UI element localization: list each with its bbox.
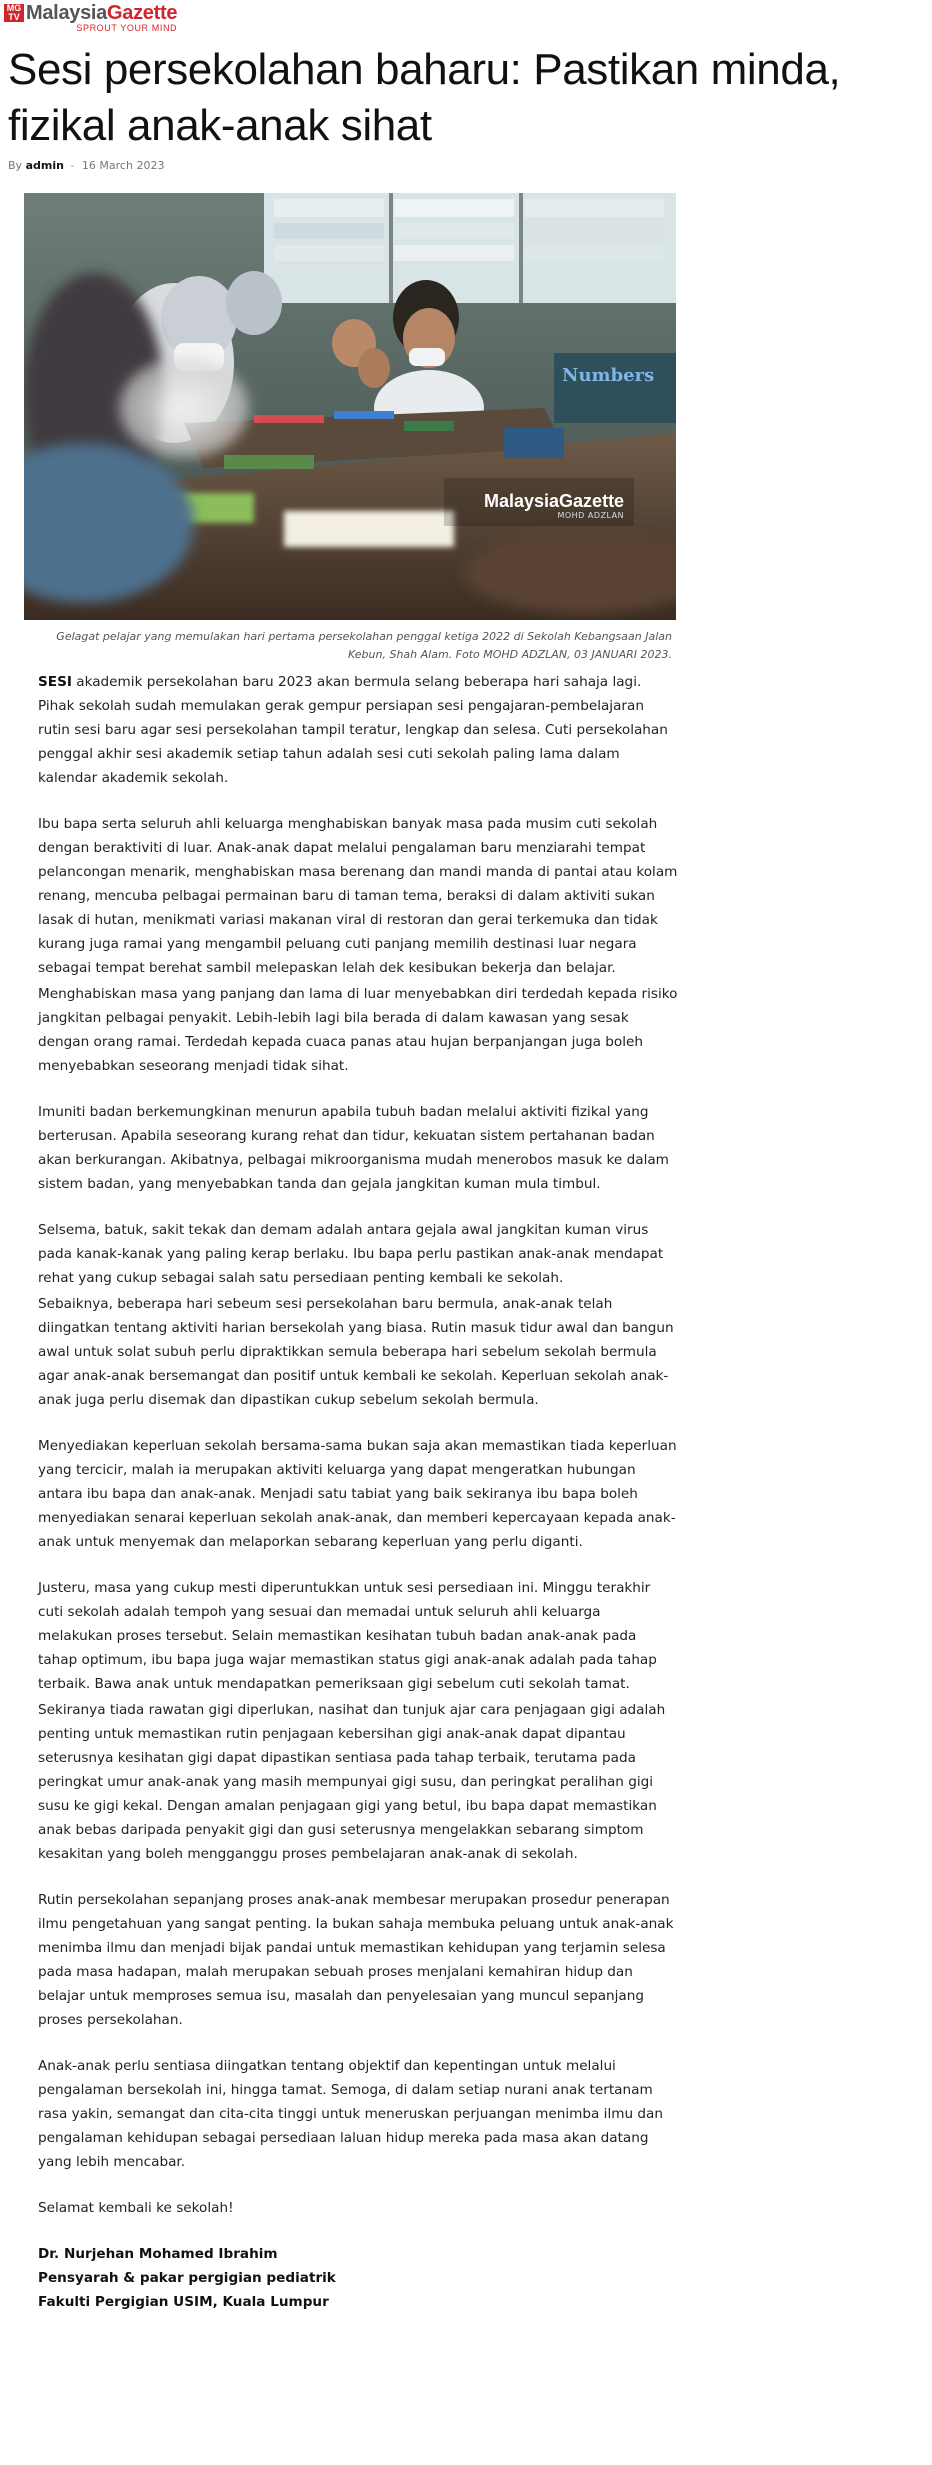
author-institution: Fakulti Pergigian USIM, Kuala Lumpur — [38, 2294, 329, 2310]
by-label: By — [8, 159, 23, 172]
image-caption: Gelagat pelajar yang memulakan hari pertama persekolahan penggal ketiga 2022 di Sekolah Kebangsaan Jalan Kebun, Shah Alam. Foto MOHD ADZLAN, 03 JANUARI 2023. — [56, 630, 672, 661]
paragraph-3: Menghabiskan masa yang panjang dan lama di luar menyebabkan diri terdedah kepada risiko jangkitan pelbagai penyakit. Lebih-lebih lagi bila berada di dalam kawasan yang sesak dengan orang ramai. Terdedah kepada cuaca panas atau hujan berpanjangan juga boleh menyebabkan seseorang menjadi tidak sihat. — [38, 986, 678, 1074]
paragraph-5: Selsema, batuk, sakit tekak dan demam adalah antara gejala awal jangkitan kuman virus pada kanak-kanak yang paling kerap berlaku. Ibu bapa perlu pastikan anak-anak mendapat rehat yang cukup sebagai salah satu persediaan penting kembali ke sekolah. — [38, 1222, 664, 1286]
paragraph-8: Justeru, masa yang cukup mesti diperuntukkan untuk sesi persediaan ini. Minggu terakhir cuti sekolah adalah tempoh yang sesuai dan memadai untuk seluruh ahli keluarga melakukan proses tersebut. Selain memastikan kesihatan tubuh badan anak-anak pada tahap optimum, ibu bapa juga wajar memastikan status gigi anak-anak adalah pada tahap terbaik. Bawa anak untuk mendapatkan pemeriksaan gigi sebelum cuti sekolah tamat. — [38, 1580, 657, 1692]
paragraph-10: Rutin persekolahan sepanjang proses anak-anak membesar merupakan prosedur penerapan ilmu pengetahuan yang sangat penting. Ia bukan sahaja membuka peluang untuk anak-anak menimba ilmu dan menjadi bijak pandai untuk memastikan kehidupan yang terjamin selesa pada masa hadapan, malah merupakan sebuah proses menjalani kemahiran hidup dan belajar untuk memproses semua isu, masalah dan penyelesaian yang muncul sepanjang proses persekolahan. — [38, 1892, 674, 2028]
logo-badge — [4, 4, 24, 22]
windows — [264, 193, 676, 303]
logo-name — [26, 2, 177, 24]
paragraph-6: Sebaiknya, beberapa hari sebeum sesi persekolahan baru bermula, anak-anak telah diingatkan tentang aktiviti harian bersekolah yang biasa. Rutin masuk tidur awal dan bangun awal untuk solat subuh perlu dipraktikkan semula beberapa hari sebelum sekolah bermula agar anak-anak bersemangat dan positif untuk kembali ke sekolah. Keperluan sekolah anak-anak juga perlu disemak dan dipastikan cukup sebelum sekolah bermula. — [38, 1296, 674, 1408]
paragraph-1 — [38, 670, 678, 790]
classroom-photo — [24, 193, 676, 620]
publish-date: 16 March 2023 — [81, 159, 165, 172]
logo-badge-bottom: TV — [8, 12, 20, 22]
paragraph-7: Menyediakan keperluan sekolah bersama-sama bukan saja akan memastikan tiada keperluan yang tercicir, malah ia merupakan aktiviti keluarga yang dapat mengeratkan hubungan antara ibu bapa dan anak-anak. Menjadi satu tabiat yang baik sekiranya ibu bapa boleh menyediakan senarai keperluan sekolah anak-anak, dan memberi kepercayaan kepada anak-anak untuk menyemak dan melaporkan sebarang keperluan yang perlu diganti. — [38, 1438, 677, 1550]
meta-separator: - — [70, 159, 75, 172]
paragraph-11: Anak-anak perlu sentiasa diingatkan tentang objektif dan kepentingan untuk melalui pengalaman bersekolah ini, hingga tamat. Semoga, di dalam setiap nurani anak tertanam rasa yakin, semangat dan cita-cita tinggi untuk meneruskan perjuangan menimba ilmu dan pengalaman kehidupan sebagai persediaan laluan hidup mereka pada masa akan datang yang lebih mencabar. — [38, 2058, 663, 2170]
logo-tagline: SPROUT YOUR MIND — [76, 23, 178, 33]
paragraph-9: Sekiranya tiada rawatan gigi diperlukan, nasihat dan tunjuk ajar cara penjagaan gigi adalah penting untuk memastikan rutin penjagaan kebersihan gigi anak-anak dapat dipantau seterusnya kesihatan gigi dapat dipastikan sentiasa pada tahap terbaik, terutama pada peringkat umur anak-anak yang masih mempunyai gigi susu, dan peringkat peralihan gigi susu ke gigi kekal. Dengan amalan penjagaan gigi yang betul, ibu bapa dapat memastikan anak bebas daripada penyakit gigi dan gusi seterusnya mengelakkan sebarang simptom kesakitan yang boleh mengganggu proses pembelajaran anak-anak di sekolah. — [38, 1702, 666, 1862]
chalkboard-text: Numbers — [562, 365, 655, 386]
closing-line: Selamat kembali ke sekolah! — [38, 2200, 234, 2216]
photo-watermark — [484, 491, 624, 521]
site-logo[interactable] — [4, 2, 244, 36]
article-body — [38, 670, 678, 2314]
author-name: Dr. Nurjehan Mohamed Ibrahim — [38, 2246, 278, 2262]
paragraph-1-text: akademik persekolahan baru 2023 akan bermula selang beberapa hari sahaja lagi. Pihak sekolah sudah memulakan gerak gempur persiapan sesi pengajaran-pembelajaran rutin sesi baru agar sesi persekolahan tampil teratur, lengkap dan selesa. Cuti persekolahan penggal akhir sesi akademik setiap tahun adalah sesi cuti sekolah paling lama dalam kalendar akademik sekolah. — [38, 674, 668, 786]
hero-image — [24, 193, 676, 620]
watermark-credit: MOHD ADZLAN — [557, 511, 625, 520]
lead-word: SESI — [38, 674, 72, 690]
author-role: Pensyarah & pakar pergigian pediatrik — [38, 2270, 336, 2286]
chalkboard — [554, 353, 676, 423]
logo-text — [26, 2, 177, 33]
watermark-name: MalaysiaGazette — [484, 491, 625, 511]
author-link[interactable]: admin — [25, 159, 64, 172]
logo-name-part1: Malaysia — [26, 2, 107, 24]
article-title: Sesi persekolahan baharu: Pastikan minda, fizikal anak-anak sihat — [8, 45, 841, 150]
paragraph-4: Imuniti badan berkemungkinan menurun apabila tubuh badan melalui aktiviti fizikal yang berterusan. Apabila seseorang kurang rehat dan tidur, kekuatan sistem pertahanan badan akan berkurangan. Akibatnya, pelbagai mikroorganisma mudah menerobos masuk ke dalam sistem badan, yang menyebabkan tanda dan gejala jangkitan kuman mula timbul. — [38, 1104, 669, 1192]
logo-name-part2: Gazette — [107, 2, 178, 24]
paragraph-2: Ibu bapa serta seluruh ahli keluarga menghabiskan banyak masa pada musim cuti sekolah dengan beraktiviti di luar. Anak-anak dapat melalui pengalaman baru menziarahi tempat pelancongan menarik, menghabiskan masa berenang dan mandi manda di pantai atau kolam renang, mencuba pelbagai permainan baru di taman tema, beraksi di dalam aktiviti sukan lasak di hutan, menikmati variasi makanan viral di restoran dan gerai terkemuka dan tidak kurang juga ramai yang mengambil peluang cuti panjang memilih destinasi luar negara sebagai tempat berehat sambil melepaskan lelah dek kesibukan bekerja dan belajar. — [38, 816, 678, 976]
article-meta — [8, 159, 164, 172]
logo-badge-top: MG — [6, 3, 22, 13]
author-block — [38, 2242, 678, 2314]
